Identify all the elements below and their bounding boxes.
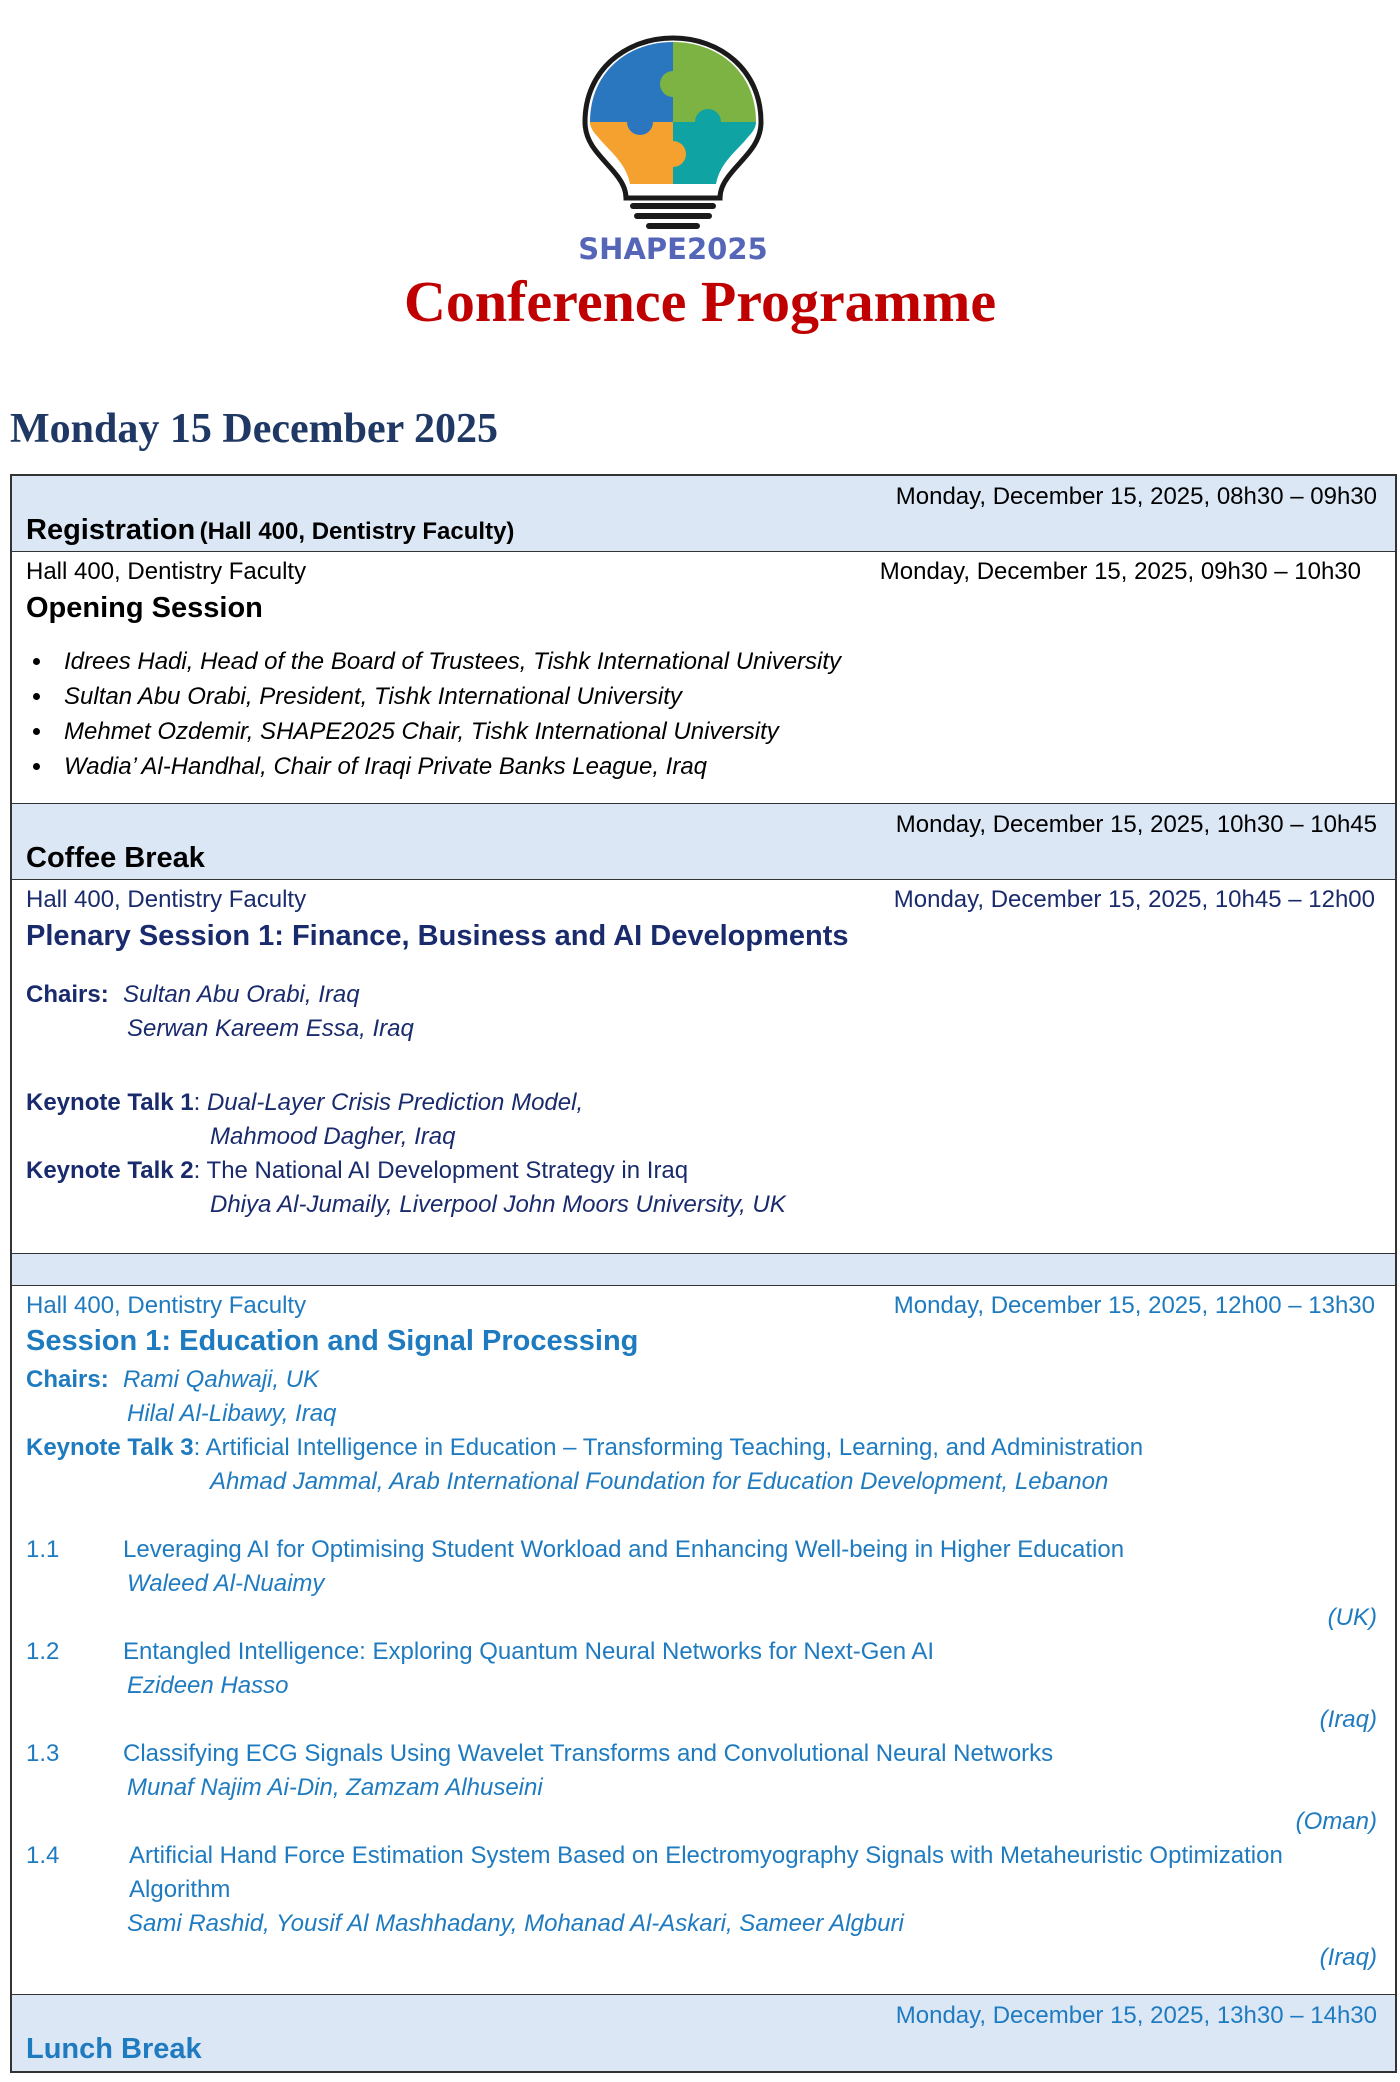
plenary-time: Monday, December 15, 2025, 10h45 – 12h00 xyxy=(893,886,1375,913)
paper-authors: Sami Rashid, Yousif Al Mashhadany, Mohanad Al-Askari, Sameer Algburi xyxy=(127,1910,904,1937)
session-1-block xyxy=(12,1286,1395,1995)
opening-time: Monday, December 15, 2025, 09h30 – 10h30 xyxy=(879,558,1361,585)
keynote-1-speaker: Mahmood Dagher, Iraq xyxy=(210,1123,456,1150)
plenary-chair: Sultan Abu Orabi, Iraq xyxy=(123,981,360,1008)
lightbulb-puzzle-icon xyxy=(568,22,778,232)
paper-title: Leveraging AI for Optimising Student Workload and Enhancing Well-being in Higher Education xyxy=(123,1536,1125,1563)
keynote-1-title: Dual-Layer Crisis Prediction Model, xyxy=(206,1089,584,1116)
registration-title: Registration xyxy=(26,514,196,546)
lunch-break-block xyxy=(12,1995,1395,2071)
session-1-chair: Rami Qahwaji, UK xyxy=(123,1366,320,1393)
plenary-chair: Serwan Kareem Essa, Iraq xyxy=(127,1015,414,1042)
list-item: • Wadia’ Al-Handhal, Chair of Iraqi Private Banks League, Iraq xyxy=(54,749,841,784)
keynote-2-label: Keynote Talk 2 xyxy=(26,1157,194,1184)
keynote-2-title: The National AI Development Strategy in Iraq xyxy=(206,1157,689,1184)
programme-table xyxy=(10,474,1397,2073)
session-1-time: Monday, December 15, 2025, 12h00 – 13h30 xyxy=(893,1292,1375,1319)
plenary-chairs-label: Chairs: xyxy=(26,981,109,1008)
paper-number: 1.4 xyxy=(26,1842,60,1869)
paper-title-continued: Algorithm xyxy=(129,1876,231,1903)
separator-row xyxy=(12,1254,1395,1286)
coffee-time: Monday, December 15, 2025, 10h30 – 10h45 xyxy=(895,811,1377,838)
opening-venue: Hall 400, Dentistry Faculty xyxy=(26,558,307,585)
lunch-title: Lunch Break xyxy=(26,2033,202,2065)
paper-number: 1.2 xyxy=(26,1638,60,1665)
day-title: Monday 15 December 2025 xyxy=(10,406,498,452)
registration-time: Monday, December 15, 2025, 08h30 – 09h30 xyxy=(895,483,1377,510)
paper-country: (Iraq) xyxy=(1319,1706,1377,1733)
list-item: • Mehmet Ozdemir, SHAPE2025 Chair, Tishk International University xyxy=(54,714,841,749)
plenary-title: Plenary Session 1: Finance, Business and AI Developments xyxy=(26,920,849,952)
lunch-time: Monday, December 15, 2025, 13h30 – 14h30 xyxy=(895,2002,1377,2029)
opening-speaker-list xyxy=(24,644,841,784)
keynote-2: Keynote Talk 2: The National AI Development Strategy in Iraq xyxy=(26,1157,689,1184)
paper-title: Artificial Hand Force Estimation System Based on Electromyography Signals with Metaheuristic Optimization xyxy=(129,1842,1283,1869)
session-1-title: Session 1: Education and Signal Processing xyxy=(26,1325,639,1357)
session-1-chair: Hilal Al-Libawy, Iraq xyxy=(127,1400,337,1427)
paper-title: Entangled Intelligence: Exploring Quantum Neural Networks for Next-Gen AI xyxy=(123,1638,935,1665)
plenary-venue: Hall 400, Dentistry Faculty xyxy=(26,886,307,913)
paper-number: 1.3 xyxy=(26,1740,60,1767)
paper-number: 1.1 xyxy=(26,1536,60,1563)
opening-session-block xyxy=(12,552,1395,804)
paper-country: (Iraq) xyxy=(1319,1944,1377,1971)
session-1-venue: Hall 400, Dentistry Faculty xyxy=(26,1292,307,1319)
paper-country: (UK) xyxy=(1327,1604,1377,1631)
coffee-break-block xyxy=(12,804,1395,880)
keynote-3-label: Keynote Talk 3 xyxy=(26,1434,194,1461)
keynote-2-speaker: Dhiya Al-Jumaily, Liverpool John Moors University, UK xyxy=(210,1191,786,1218)
session-1-chairs-label: Chairs: xyxy=(26,1366,109,1393)
keynote-1-label: Keynote Talk 1 xyxy=(26,1089,194,1116)
coffee-title: Coffee Break xyxy=(26,842,205,874)
keynote-3: Keynote Talk 3: Artificial Intelligence in Education – Transforming Teaching, Learning, and Administration xyxy=(26,1434,1144,1461)
conference-logo xyxy=(563,22,783,268)
list-item: • Sultan Abu Orabi, President, Tishk International University xyxy=(54,679,841,714)
keynote-1: Keynote Talk 1: Dual-Layer Crisis Prediction Model, xyxy=(26,1089,584,1116)
registration-block xyxy=(12,476,1395,552)
registration-venue: (Hall 400, Dentistry Faculty) xyxy=(199,518,515,545)
paper-authors: Munaf Najim Ai-Din, Zamzam Alhuseini xyxy=(127,1774,543,1801)
logo-text: SHAPE2025 xyxy=(578,232,768,266)
opening-title: Opening Session xyxy=(26,592,263,624)
paper-authors: Ezideen Hasso xyxy=(127,1672,289,1699)
page-title: Conference Programme xyxy=(403,269,997,334)
registration-heading xyxy=(26,514,514,547)
paper-authors: Waleed Al-Nuaimy xyxy=(127,1570,325,1597)
list-item: • Idrees Hadi, Head of the Board of Trustees, Tishk International University xyxy=(54,644,841,679)
plenary-session-block xyxy=(12,880,1395,1254)
paper-title: Classifying ECG Signals Using Wavelet Transforms and Convolutional Neural Networks xyxy=(123,1740,1054,1767)
keynote-3-speaker: Ahmad Jammal, Arab International Foundation for Education Development, Lebanon xyxy=(210,1468,1109,1495)
paper-country: (Oman) xyxy=(1295,1808,1377,1835)
keynote-3-title: Artificial Intelligence in Education – Transforming Teaching, Learning, and Administration xyxy=(205,1434,1144,1461)
